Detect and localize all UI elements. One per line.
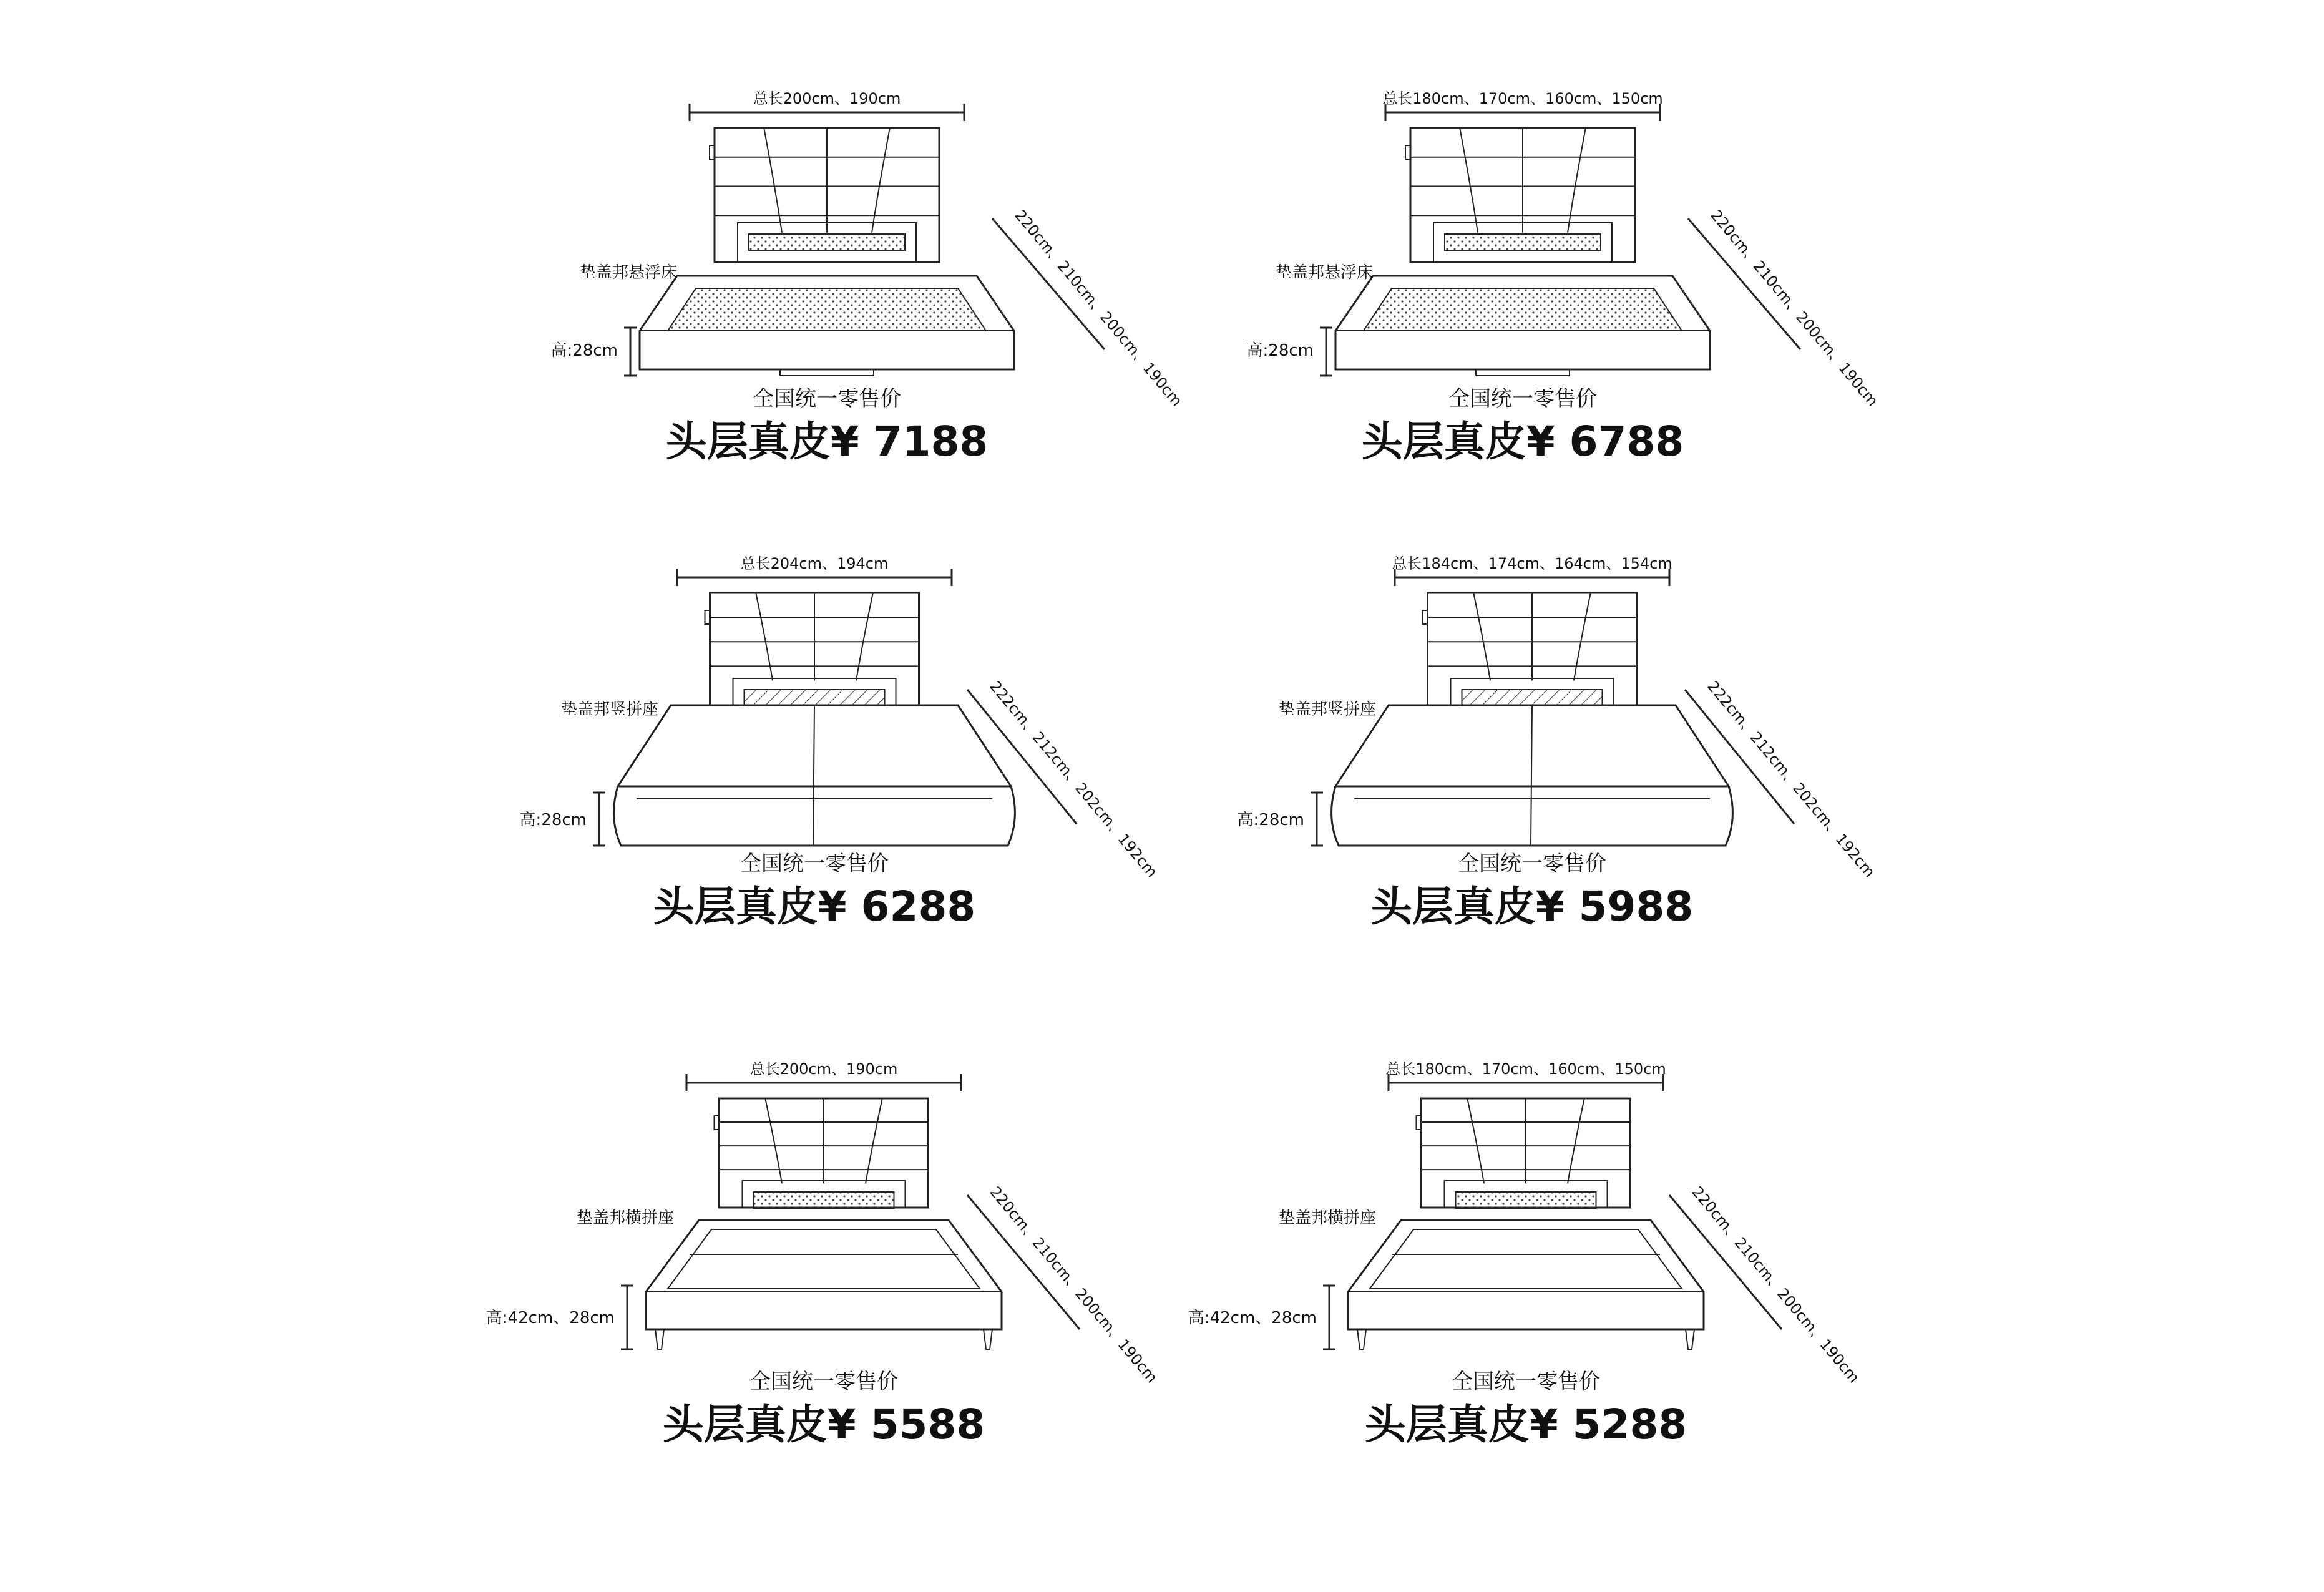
bed-panel <box>1238 555 1878 930</box>
side-dimension-label: 220cm、210cm、200cm、190cm <box>1688 1183 1863 1387</box>
retail-price-label: 全国统一零售价 <box>1452 1369 1600 1394</box>
height-label: 高:42cm、28cm <box>486 1309 615 1327</box>
height-label: 高:42cm、28cm <box>1188 1309 1317 1327</box>
headboard-panel <box>1445 234 1601 250</box>
top-dimension-label: 总长184cm、174cm、164cm、154cm <box>1392 555 1672 572</box>
headboard-panel <box>1456 1192 1596 1208</box>
height-label: 高:28cm <box>1246 341 1314 360</box>
feature-label: 垫盖邦横拼座 <box>1278 1209 1376 1228</box>
feature-label: 垫盖邦悬浮床 <box>1275 263 1373 282</box>
price: 头层真皮¥ 6788 <box>1361 418 1684 466</box>
side-dimension-label: 222cm、212cm、202cm、192cm <box>1704 677 1878 881</box>
price: 头层真皮¥ 6288 <box>653 882 976 930</box>
price: 头层真皮¥ 5288 <box>1364 1400 1687 1448</box>
headboard-panel <box>745 690 885 706</box>
bed-panel <box>520 555 1161 930</box>
price: 头层真皮¥ 7188 <box>665 418 989 466</box>
price: 头层真皮¥ 5988 <box>1370 882 1694 930</box>
side-dimension-label: 220cm、210cm、200cm、190cm <box>986 1183 1161 1387</box>
mattress-top <box>1364 288 1682 331</box>
retail-price-label: 全国统一零售价 <box>1448 386 1597 411</box>
bed-leg <box>1357 1329 1366 1349</box>
retail-price-label: 全国统一零售价 <box>1458 851 1606 876</box>
headboard-panel <box>1462 690 1603 706</box>
headboard-panel <box>754 1192 894 1208</box>
bed-panel <box>551 90 1186 466</box>
side-dimension-label: 220cm、210cm、200cm、190cm <box>1707 206 1882 410</box>
retail-price-label: 全国统一零售价 <box>753 386 901 411</box>
bed-frame <box>646 1220 1002 1329</box>
side-dimension-label: 220cm、210cm、200cm、190cm <box>1011 206 1186 410</box>
bed-panel <box>1247 90 1882 466</box>
mattress-top <box>668 288 986 331</box>
bed-leg <box>655 1329 664 1349</box>
feature-label: 垫盖邦横拼座 <box>576 1209 674 1228</box>
side-dimension-label: 222cm、212cm、202cm、192cm <box>986 677 1161 881</box>
bed-panel <box>1188 1060 1863 1448</box>
bed-leg <box>984 1329 992 1349</box>
feature-label: 垫盖邦竖拼座 <box>1278 700 1376 719</box>
top-dimension-label: 总长200cm、190cm <box>753 90 901 107</box>
bed-panel <box>486 1060 1161 1448</box>
top-dimension-label: 总长200cm、190cm <box>749 1060 898 1078</box>
retail-price-label: 全国统一零售价 <box>749 1369 898 1394</box>
headboard-panel <box>749 234 905 250</box>
top-dimension-label: 总长180cm、170cm、160cm、150cm <box>1382 90 1663 107</box>
height-label: 高:28cm <box>1237 811 1304 829</box>
feature-label: 垫盖邦悬浮床 <box>579 263 677 282</box>
top-dimension-label: 总长180cm、170cm、160cm、150cm <box>1385 1060 1666 1078</box>
retail-price-label: 全国统一零售价 <box>740 851 889 876</box>
height-label: 高:28cm <box>550 341 618 360</box>
bed-frame <box>1348 1220 1704 1329</box>
height-label: 高:28cm <box>519 811 587 829</box>
bed-leg <box>1686 1329 1694 1349</box>
feature-label: 垫盖邦竖拼座 <box>560 700 658 719</box>
price: 头层真皮¥ 5588 <box>662 1400 985 1448</box>
top-dimension-label: 总长204cm、194cm <box>740 555 889 572</box>
